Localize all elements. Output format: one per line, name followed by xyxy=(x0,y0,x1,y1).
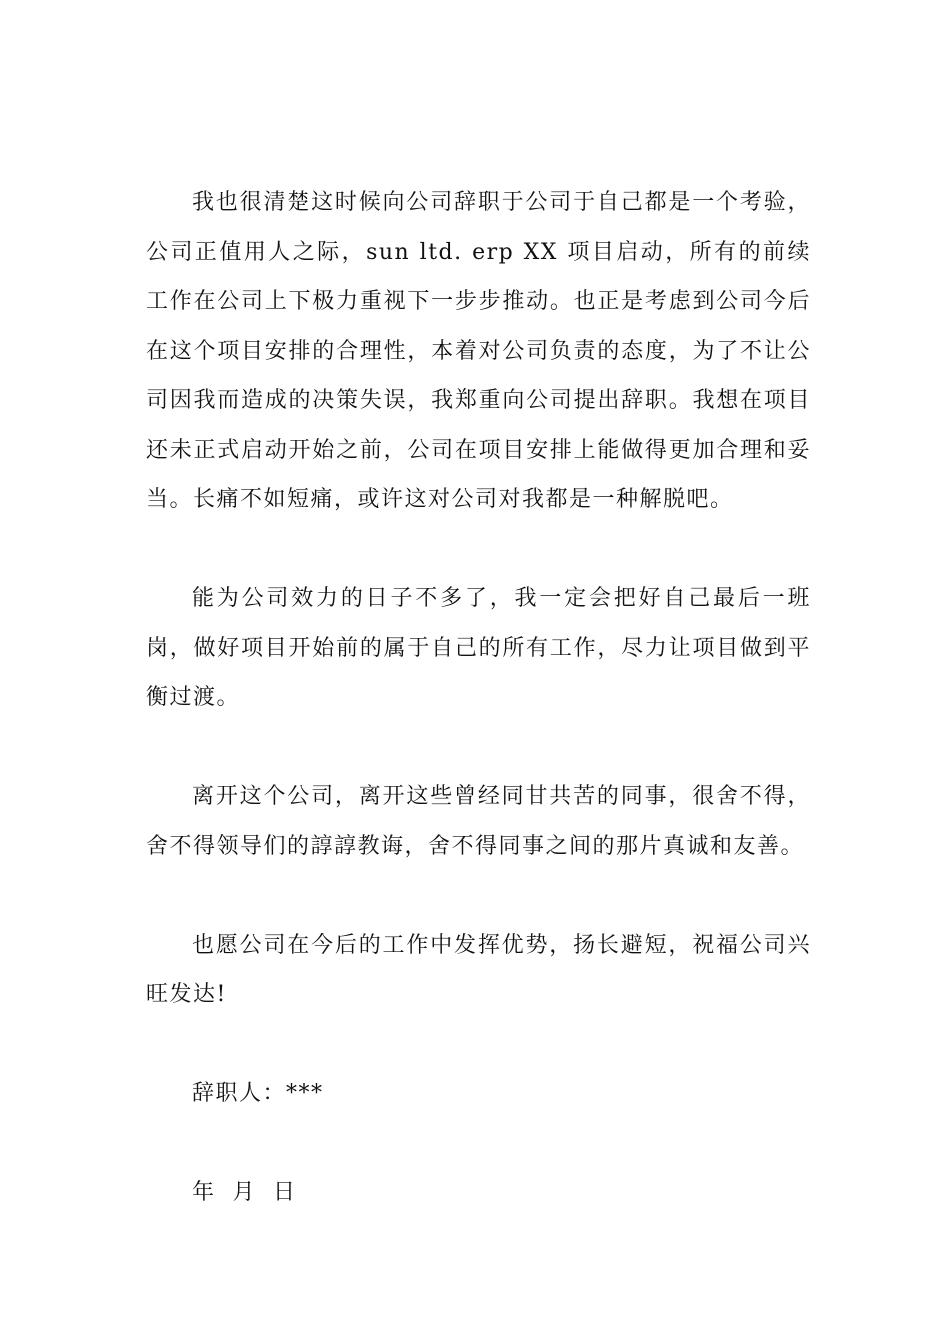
signature-line: 辞职人：*** xyxy=(192,1081,324,1106)
paragraph-gap xyxy=(146,723,811,773)
paragraph-3: 离开这个公司，离开这些曾经同甘共苦的同事，很舍不得，舍不得领导们的諄諄教诲，舍不得同事之间的那片真诚和友善。 xyxy=(146,784,811,859)
paragraph-gap xyxy=(146,1020,811,1070)
paragraph-gap xyxy=(146,525,811,575)
date-line: 年 月 日 xyxy=(192,1180,297,1205)
letter-body xyxy=(146,178,811,1218)
paragraph-1: 我也很清楚这时候向公司辞职于公司于自己都是一个考验，公司正值用人之际，sun ltd. erp XX 项目启动，所有的前续工作在公司上下极力重视下一步步推动。也正是考虑到公司今后在这个项目安排的合理性，本着对公司负责的态度，为了不让公司因我而造成的决策失误，我郑重向公司提出辞职。我想在项目还未正式启动开始之前，公司在项目安排上能做得更加合理和妥当。长痛不如短痛，或许这对公司对我都是一种解脱吧。 xyxy=(146,190,811,512)
paragraph-gap xyxy=(146,871,811,921)
paragraph-2: 能为公司效力的日子不多了，我一定会把好自己最后一班岗，做好项目开始前的属于自己的所有工作，尽力让项目做到平衡过渡。 xyxy=(146,586,811,710)
paragraph-4: 也愿公司在今后的工作中发挥优势，扬长避短，祝福公司兴旺发达! xyxy=(146,932,811,1007)
paragraph-gap xyxy=(146,1119,811,1169)
